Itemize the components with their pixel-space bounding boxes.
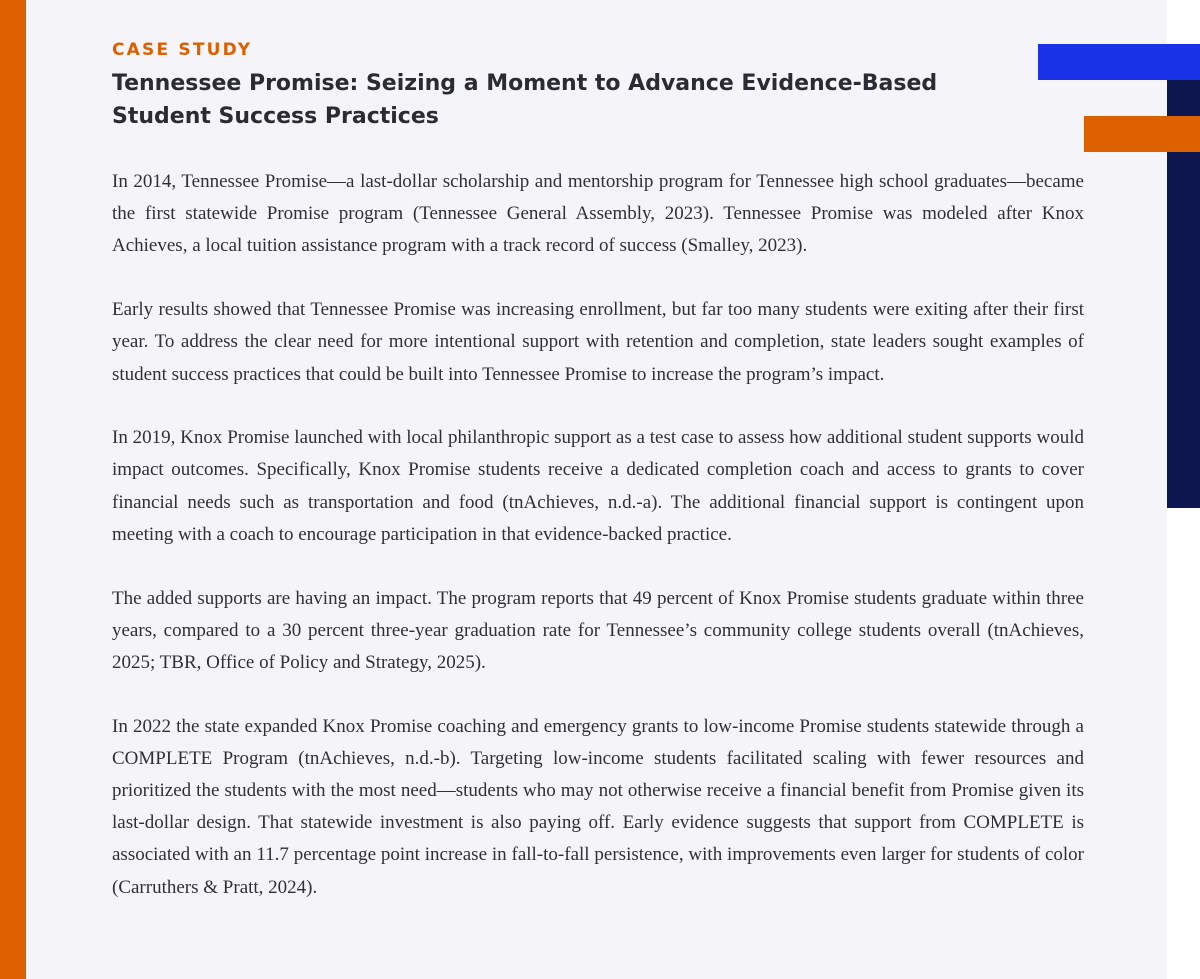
page-title: Tennessee Promise: Seizing a Moment to Advance Evidence-Based Student Success Practices	[112, 71, 938, 129]
body-text	[112, 166, 1084, 935]
paragraph: In 2019, Knox Promise launched with local philanthropic support as a test case to assess how additional student supports would impact outcomes. Specifically, Knox Promise students receive a dedicated completion coach and access to grants to cover financial needs such as transportation and food (tnAchieves, n.d.-a). The additional financial support is contingent upon meeting with a coach to encourage participation in that evidence-backed practice.	[112, 427, 1084, 545]
paragraph: In 2014, Tennessee Promise—a last-dollar scholarship and mentorship program for Tennessee high school graduates—became the first statewide Promise program (Tennessee General Assembly, 2023). Tennessee Promise was modeled after Knox Achieves, a local tuition assistance program with a track record of success (Smalley, 2023).	[112, 171, 1084, 257]
decorative-blue-bar	[1038, 44, 1200, 80]
section-eyebrow: CASE STUDY	[112, 40, 253, 60]
paragraph: Early results showed that Tennessee Promise was increasing enrollment, but far too many students were exiting after their first year. To address the clear need for more intentional support with retention and completion, state leaders sought examples of student success practices that could be built into Tennessee Promise to increase the program’s impact.	[112, 299, 1084, 385]
paragraph: The added supports are having an impact. The program reports that 49 percent of Knox Promise students graduate within three years, compared to a 30 percent three-year graduation rate for Tennessee’s community college students overall (tnAchieves, 2025; TBR, Office of Policy and Strategy, 2025).	[112, 587, 1084, 673]
decorative-orange-bar	[1084, 116, 1200, 152]
paragraph: In 2022 the state expanded Knox Promise coaching and emergency grants to low-income Promise students statewide through a COMPLETE Program (tnAchieves, n.d.-b). Targeting low-income students facilitated scaling with fewer resources and prioritized the students with the most need—students who may not otherwise receive a financial benefit from Promise given its last-dollar design. That statewide investment is also paying off. Early evidence suggests that support from COMPLETE is associated with an 11.7 percentage point increase in fall-to-fall persistence, with improvements even larger for students of color (Carruthers & Pratt, 2024).	[112, 715, 1084, 898]
left-accent-bar	[0, 0, 26, 979]
